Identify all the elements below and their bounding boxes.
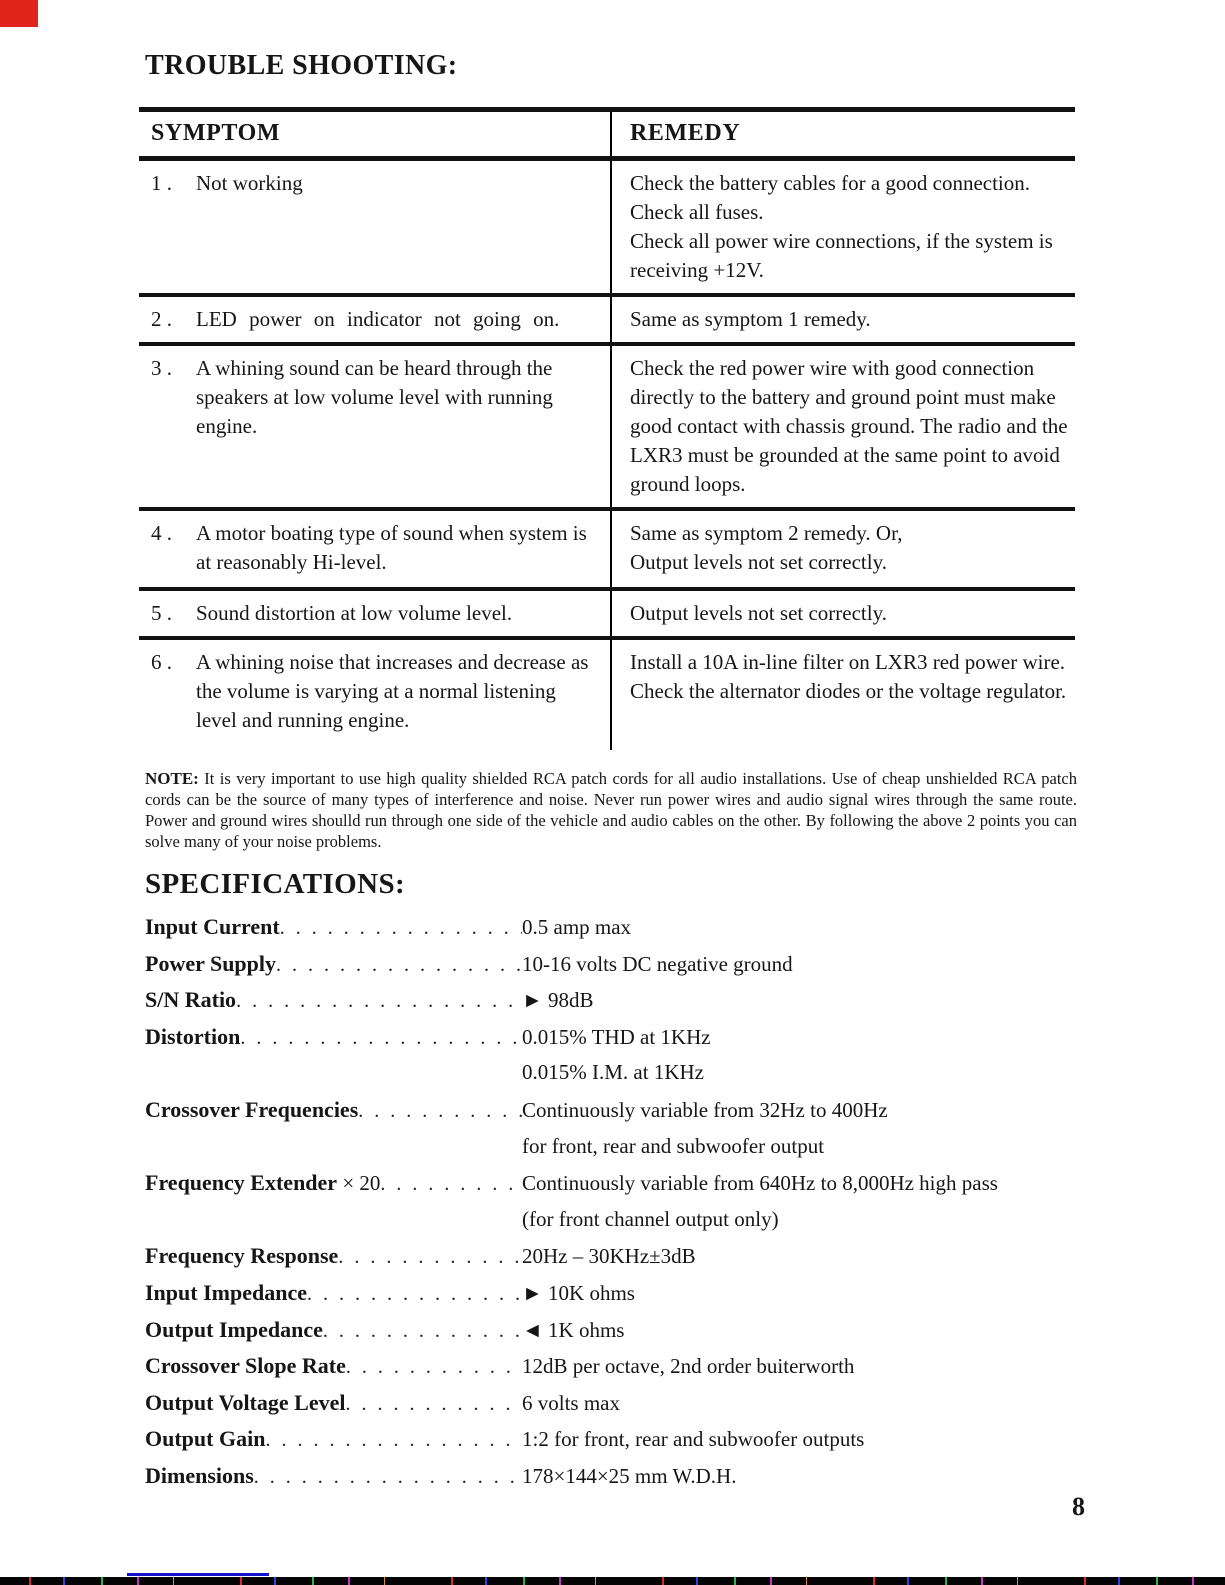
spec-row xyxy=(145,1463,1080,1500)
dot-leader xyxy=(254,1466,522,1489)
spec-label: Frequency Response xyxy=(145,1243,339,1269)
spec-label-suffix: × 20 xyxy=(337,1171,381,1196)
dot-leader xyxy=(240,1027,522,1050)
remedy-paragraph: Check the battery cables for a good connection. xyxy=(630,171,1031,195)
spec-value: 0.015% THD at 1KHz xyxy=(522,1024,711,1049)
symptom-number: 4 . xyxy=(151,521,172,545)
spec-row xyxy=(145,1024,1080,1061)
corner-scan-mark xyxy=(0,0,38,27)
spec-row xyxy=(145,1170,1080,1207)
table-row xyxy=(139,161,1075,297)
spec-value: Continuously variable from 32Hz to 400Hz xyxy=(522,1097,888,1122)
dot-leader xyxy=(307,1283,522,1306)
spec-value: ► 98dB xyxy=(522,988,594,1013)
specifications-title: SPECIFICATIONS: xyxy=(145,868,406,900)
footer-scan-bar xyxy=(0,1577,1225,1585)
specifications-list xyxy=(145,914,1080,1500)
spec-label: Output Voltage Level xyxy=(145,1389,346,1415)
symptom-number: 6 . xyxy=(151,650,172,674)
table-header-row xyxy=(139,112,1075,161)
spec-row xyxy=(145,987,1080,1024)
spec-row xyxy=(145,1243,1080,1280)
symptom-text: A whining sound can be heard through the speakers at low volume level with running engine. xyxy=(196,356,553,438)
spec-value: 0.015% I.M. at 1KHz xyxy=(522,1060,704,1085)
dot-leader xyxy=(345,1393,522,1416)
spec-continuation-row xyxy=(145,1060,1080,1097)
spec-continuation-row xyxy=(145,1207,1080,1244)
table-row xyxy=(139,591,1075,640)
spec-row xyxy=(145,1390,1080,1427)
remedy-paragraph: Check the red power wire with good connection directly to the battery and ground point must make good contact with chassis ground. The radio and the LXR3 must be grounded at the same point to avoid ground loops. xyxy=(630,356,1068,496)
spec-label: Input Impedance xyxy=(145,1279,307,1305)
note xyxy=(145,768,1077,852)
dot-leader xyxy=(346,1356,522,1379)
table-row xyxy=(139,346,1075,511)
spec-row xyxy=(145,914,1080,951)
dot-leader xyxy=(280,917,522,940)
spec-row xyxy=(145,1280,1080,1317)
note-label: NOTE: xyxy=(145,769,199,788)
symptom-text: LED power on indicator not going on. xyxy=(196,307,560,331)
page-title: TROUBLE SHOOTING: xyxy=(145,50,458,81)
spec-row xyxy=(145,1317,1080,1354)
table-row xyxy=(139,511,1075,591)
spec-value: 12dB per octave, 2nd order buiterworth xyxy=(522,1354,855,1379)
spec-value: 1:2 for front, rear and subwoofer outputs xyxy=(522,1427,865,1452)
remedy-paragraph: Same as symptom 2 remedy. Or, xyxy=(630,521,903,545)
remedy-column-header: REMEDY xyxy=(630,120,741,146)
spec-row xyxy=(145,1097,1080,1134)
dot-leader xyxy=(338,1246,522,1269)
spec-label: Input Current xyxy=(145,914,280,939)
spec-value: ◄ 1K ohms xyxy=(522,1317,625,1342)
symptom-text: Sound distortion at low volume level. xyxy=(196,601,513,625)
dot-leader xyxy=(236,990,522,1013)
note-text: It is very important to use high quality shielded RCA patch cords for all audio installations. Use of cheap unshielded RCA patch cords can be the source of many types of interference and noise. Never run power wires and audio signal wires through the same route. Power and ground wires shoulld run through one side of the vehicle and audio cables on the other. By following the above 2 points you can solve many of your noise problems. xyxy=(145,769,1077,851)
symptom-text: A whining noise that increases and decrease as the volume is varying at a normal listening level and running engine. xyxy=(196,650,589,732)
dot-leader xyxy=(265,1429,522,1452)
page-number: 8 xyxy=(1072,1492,1085,1521)
spec-label: S/N Ratio xyxy=(145,987,237,1013)
symptom-number: 1 . xyxy=(151,171,172,195)
symptom-number: 3 . xyxy=(151,356,172,380)
spec-value: 178×144×25 mm W.D.H. xyxy=(522,1463,737,1488)
table-row xyxy=(139,297,1075,346)
symptom-text: Not working xyxy=(196,171,303,195)
spec-value: (for front channel output only) xyxy=(522,1206,779,1231)
symptom-number: 2 . xyxy=(151,307,172,331)
symptom-text: A motor boating type of sound when system is at reasonably Hi-level. xyxy=(196,521,587,574)
remedy-paragraph: Install a 10A in-line filter on LXR3 red power wire. xyxy=(630,650,1066,674)
spec-continuation-row xyxy=(145,1134,1080,1171)
spec-label: Dimensions xyxy=(145,1462,254,1488)
dot-leader xyxy=(358,1100,522,1123)
remedy-paragraph: Output levels not set correctly. xyxy=(630,601,887,625)
spec-row xyxy=(145,1426,1080,1463)
spec-label: Output Impedance xyxy=(145,1316,323,1342)
remedy-paragraph: Check the alternator diodes or the voltage regulator. xyxy=(630,679,1067,703)
spec-label: Frequency Extender xyxy=(145,1170,338,1196)
spec-row xyxy=(145,951,1080,988)
remedy-paragraph: Output levels not set correctly. xyxy=(630,550,887,574)
dot-leader xyxy=(380,1173,522,1196)
spec-value: ► 10K ohms xyxy=(522,1280,635,1305)
spec-value: 20Hz – 30KHz±3dB xyxy=(522,1244,696,1269)
remedy-paragraph: Check all power wire connections, if the system is receiving +12V. xyxy=(630,229,1053,282)
spec-value: 10-16 volts DC negative ground xyxy=(522,951,793,976)
spec-value: Continuously variable from 640Hz to 8,000Hz high pass xyxy=(522,1171,998,1196)
troubleshooting-table xyxy=(139,107,1075,750)
dot-leader xyxy=(323,1320,522,1343)
spec-row xyxy=(145,1353,1080,1390)
symptom-number: 5 . xyxy=(151,601,172,625)
dot-leader xyxy=(276,954,522,977)
footer-blue-line xyxy=(127,1573,269,1576)
table-row xyxy=(139,640,1075,750)
symptom-column-header: SYMPTOM xyxy=(139,112,612,156)
remedy-paragraph: Check all fuses. xyxy=(630,200,764,224)
spec-value: 6 volts max xyxy=(522,1390,620,1415)
spec-value: 0.5 amp max xyxy=(522,915,632,939)
spec-label: Crossover Frequencies xyxy=(145,1096,359,1122)
spec-label: Crossover Slope Rate xyxy=(145,1353,346,1379)
spec-label: Distortion xyxy=(145,1023,241,1049)
spec-label: Power Supply xyxy=(145,950,277,976)
spec-label: Output Gain xyxy=(145,1426,266,1452)
spec-value: for front, rear and subwoofer output xyxy=(522,1133,825,1158)
remedy-paragraph: Same as symptom 1 remedy. xyxy=(630,307,871,331)
